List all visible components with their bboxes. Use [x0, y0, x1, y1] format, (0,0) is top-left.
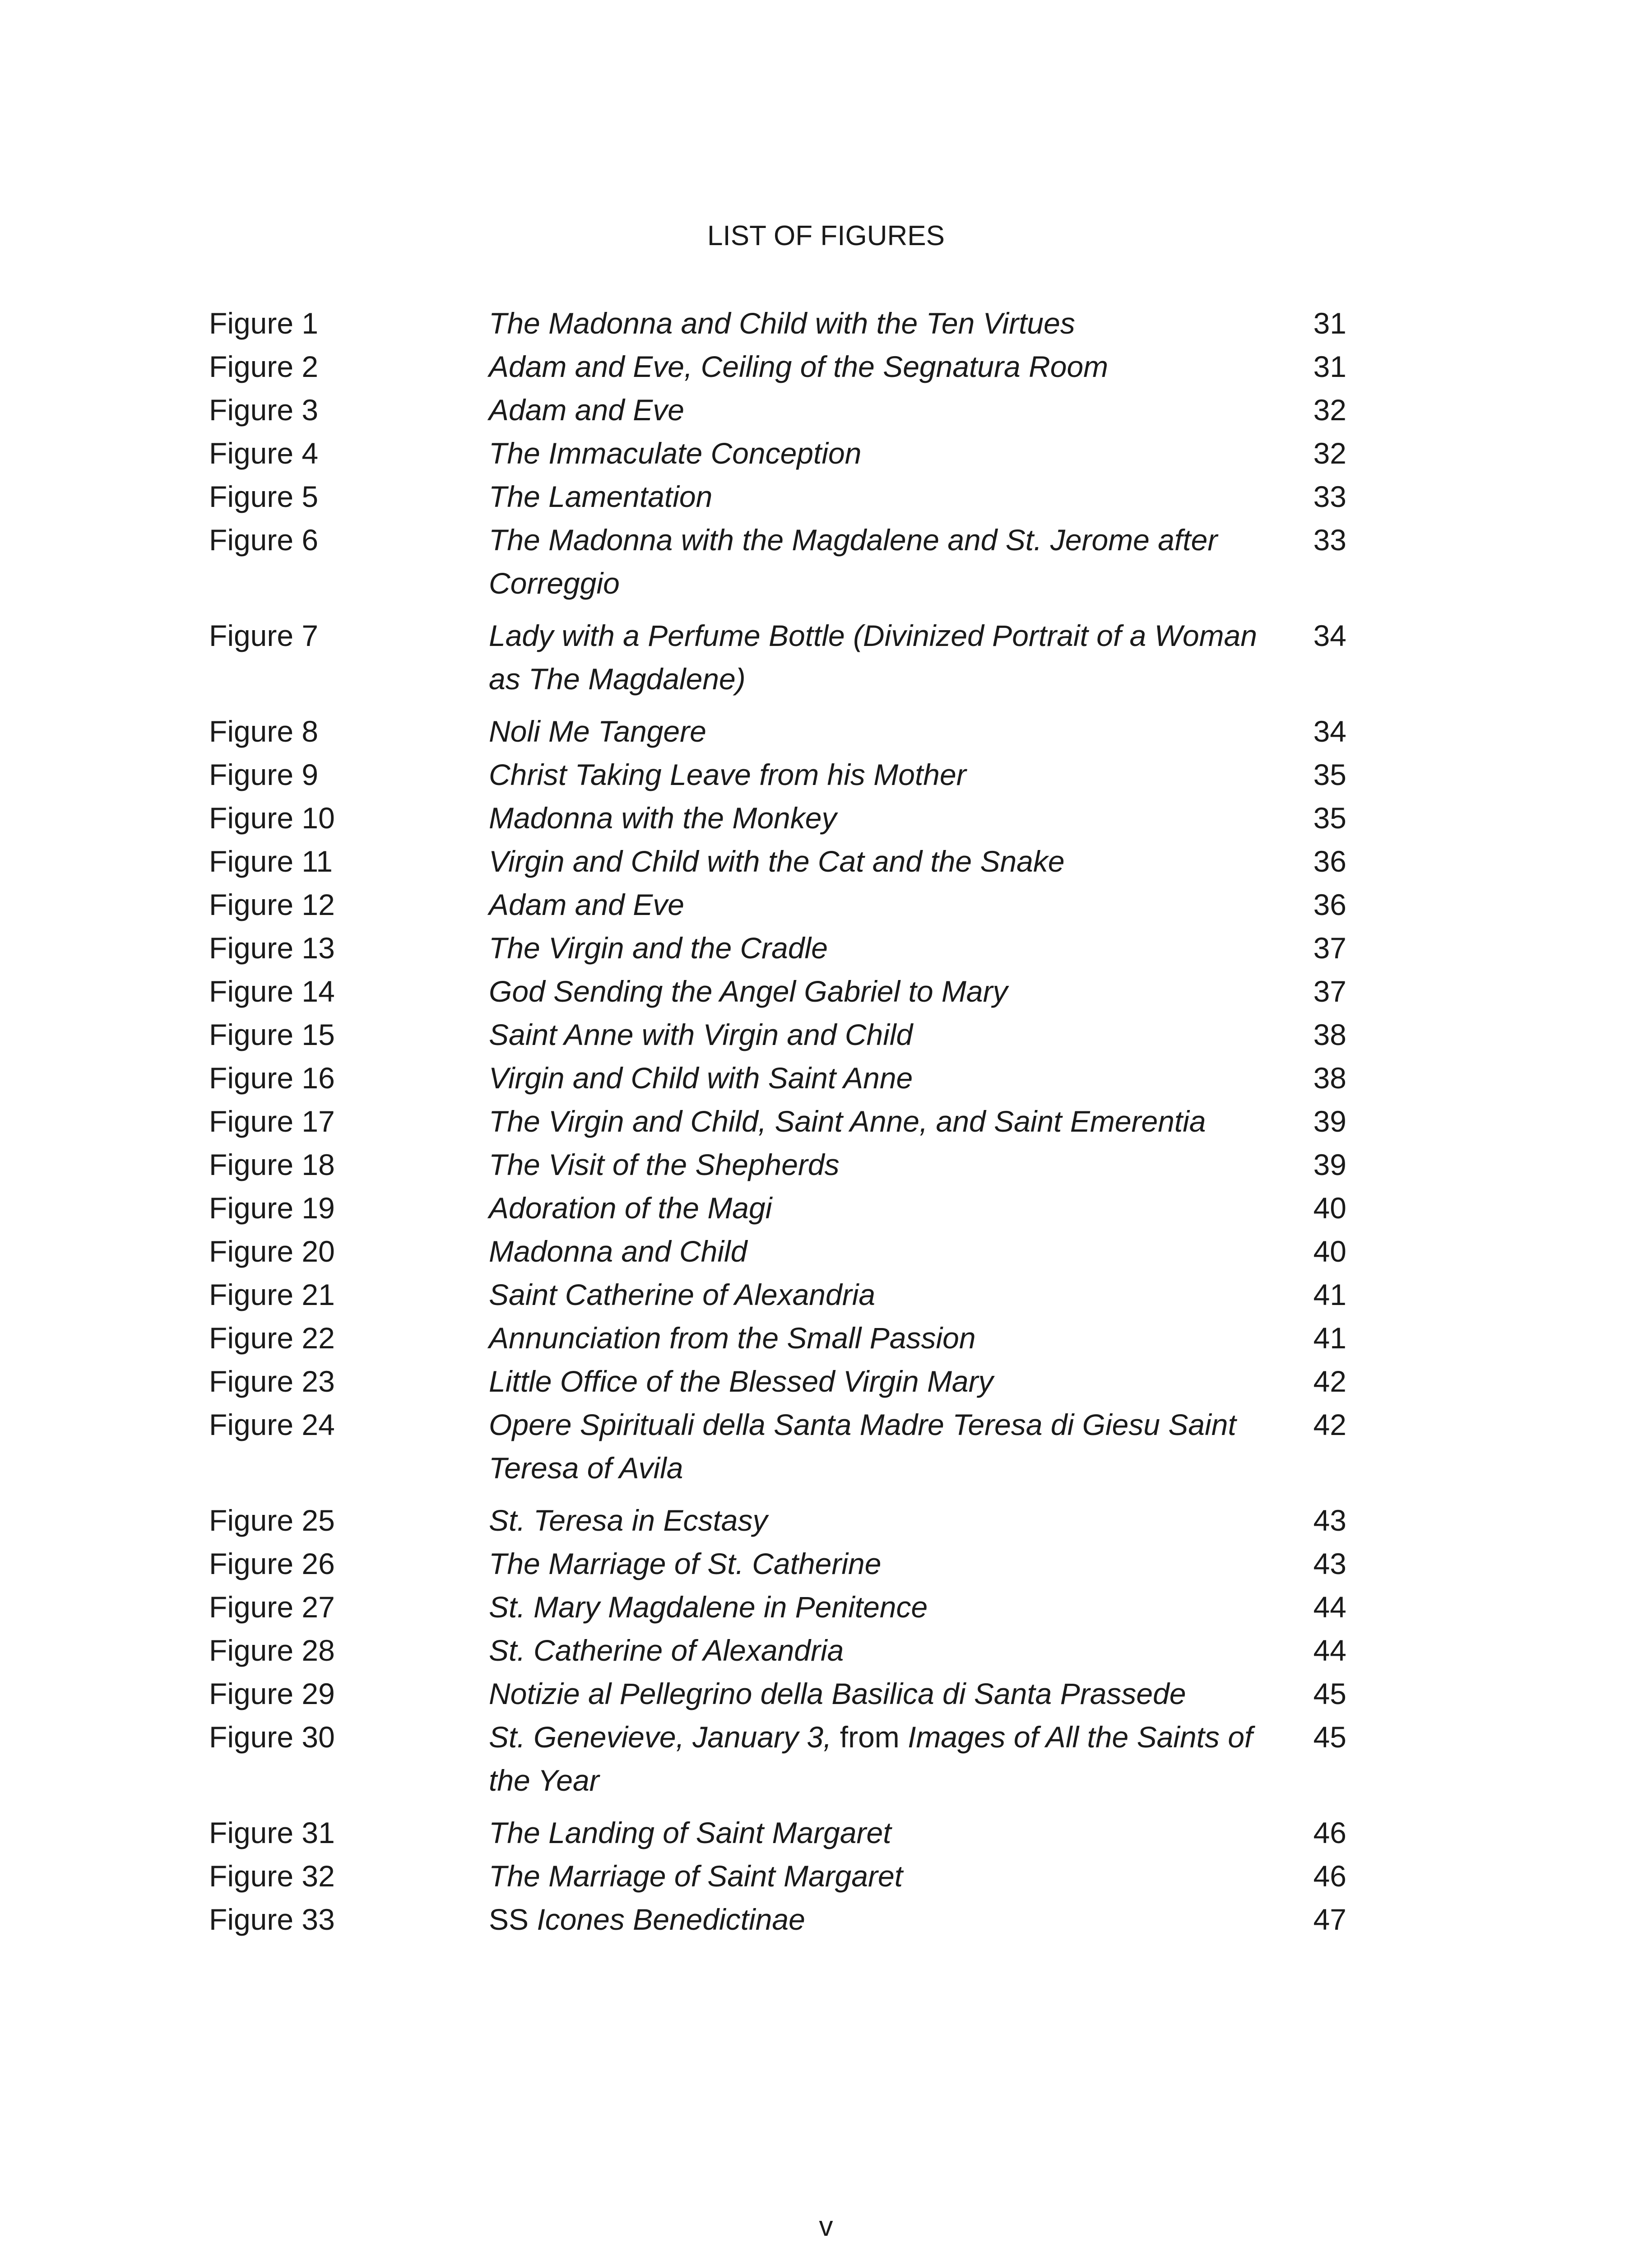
figure-title: St. Catherine of Alexandria: [489, 1634, 844, 1667]
figure-entry: [209, 753, 1346, 796]
figure-label: Figure 32: [209, 1859, 335, 1893]
figure-entry: [209, 345, 1346, 388]
figure-title: The Landing of Saint Margaret: [489, 1816, 891, 1849]
figure-entry: [209, 1273, 1346, 1316]
figure-title-part: SS: [489, 1903, 537, 1936]
figure-title: Noli Me Tangere: [489, 715, 706, 748]
figure-label: Figure 26: [209, 1547, 335, 1580]
figure-label: Figure 14: [209, 975, 335, 1008]
figure-title: The Madonna and Child with the Ten Virtues: [489, 307, 1075, 340]
figure-title: Saint Catherine of Alexandria: [489, 1278, 876, 1311]
figure-label: Figure 10: [209, 801, 335, 835]
figure-label: Figure 2: [209, 350, 319, 383]
figure-page-number: 45: [1313, 1677, 1346, 1710]
figure-title: Adam and Eve, Ceiling of the Segnatura Room: [489, 350, 1109, 383]
figure-label: Figure 7: [209, 619, 319, 652]
figure-label: Figure 8: [209, 715, 319, 748]
figure-page-number: 45: [1313, 1720, 1346, 1754]
figure-page-number: 47: [1313, 1903, 1346, 1936]
figure-title: Madonna with the Monkey: [489, 801, 837, 835]
figure-label: Figure 25: [209, 1504, 335, 1537]
figure-page-number: 39: [1313, 1105, 1346, 1138]
figure-title: The Immaculate Conception: [489, 437, 862, 470]
figure-entry: [209, 1629, 1346, 1672]
figure-page-number: 46: [1313, 1816, 1346, 1849]
figure-entry: [209, 1230, 1346, 1273]
figure-entry: [209, 883, 1346, 926]
figure-page-number: 35: [1313, 801, 1346, 835]
figure-entry: [209, 432, 1346, 475]
figure-label: Figure 33: [209, 1903, 335, 1936]
figure-page-number: 42: [1313, 1408, 1346, 1441]
figure-entry: [209, 1100, 1346, 1143]
figure-page-number: 36: [1313, 845, 1346, 878]
figure-title: Saint Anne with Virgin and Child: [489, 1018, 913, 1051]
figure-label: Figure 19: [209, 1191, 335, 1225]
figure-page-number: 41: [1313, 1321, 1346, 1355]
figure-page-number: 40: [1313, 1235, 1346, 1268]
figure-entry: [209, 1585, 1346, 1629]
figure-label: Figure 27: [209, 1590, 335, 1624]
figure-page-number: 36: [1313, 888, 1346, 921]
page-number: v: [819, 2211, 833, 2242]
figure-entry: [209, 926, 1346, 970]
figure-title: Adam and Eve: [489, 393, 684, 427]
figure-page-number: 44: [1313, 1634, 1346, 1667]
figure-title: Adoration of the Magi: [489, 1191, 772, 1225]
figure-page-number: 46: [1313, 1859, 1346, 1893]
figure-page-number: 31: [1313, 350, 1346, 383]
figure-page-number: 32: [1313, 437, 1346, 470]
figure-label: Figure 6: [209, 523, 319, 557]
figure-page-number: 41: [1313, 1278, 1346, 1311]
figure-entry: [209, 614, 1346, 701]
figure-entry: [209, 1715, 1346, 1802]
figure-page-number: 33: [1313, 480, 1346, 513]
figure-title-part: Images of All the Saints of the Year: [489, 1720, 1253, 1797]
figure-entry: [209, 1672, 1346, 1715]
figure-entry: [209, 1542, 1346, 1585]
figure-title: The Marriage of Saint Margaret: [489, 1859, 903, 1893]
figure-title: The Lamentation: [489, 480, 713, 513]
figure-title: The Madonna with the Magdalene and St. Jerome after Correggio: [489, 523, 1218, 600]
figure-title: Lady with a Perfume Bottle (Divinized Portrait of a Woman as The Magdalene): [489, 619, 1258, 696]
figure-title: Virgin and Child with the Cat and the Snake: [489, 845, 1065, 878]
figure-entry: [209, 475, 1346, 518]
figure-label: Figure 23: [209, 1365, 335, 1398]
figure-entry: [209, 840, 1346, 883]
figure-page-number: 38: [1313, 1018, 1346, 1051]
figure-entry: [209, 710, 1346, 753]
figure-title: St. Mary Magdalene in Penitence: [489, 1590, 928, 1624]
figure-title: Annunciation from the Small Passion: [489, 1321, 976, 1355]
figure-label: Figure 15: [209, 1018, 335, 1051]
figure-title-part: Icones Benedictinae: [537, 1903, 805, 1936]
figure-entry: [209, 302, 1346, 345]
figure-entry: [209, 388, 1346, 432]
figure-page-number: 43: [1313, 1547, 1346, 1580]
figure-label: Figure 20: [209, 1235, 335, 1268]
figure-label: Figure 21: [209, 1278, 335, 1311]
figure-list: [209, 302, 1346, 1941]
figure-entry: [209, 970, 1346, 1013]
figure-entry: [209, 1360, 1346, 1403]
figure-title: [489, 1715, 1265, 1802]
figure-title: [489, 1898, 1265, 1941]
figure-label: Figure 5: [209, 480, 319, 513]
figure-page-number: 39: [1313, 1148, 1346, 1181]
figure-page-number: 32: [1313, 393, 1346, 427]
figure-label: Figure 22: [209, 1321, 335, 1355]
figure-label: Figure 24: [209, 1408, 335, 1441]
figure-title: Adam and Eve: [489, 888, 684, 921]
figure-page-number: 33: [1313, 523, 1346, 557]
figure-page-number: 38: [1313, 1061, 1346, 1095]
figure-label: Figure 16: [209, 1061, 335, 1095]
figure-entry: [209, 796, 1346, 840]
figure-entry: [209, 1898, 1346, 1941]
figure-title: The Marriage of St. Catherine: [489, 1547, 882, 1580]
figure-title: Virgin and Child with Saint Anne: [489, 1061, 913, 1095]
figure-label: Figure 9: [209, 758, 319, 791]
figure-entry: [209, 1403, 1346, 1490]
figure-label: Figure 11: [209, 845, 333, 878]
figure-label: Figure 12: [209, 888, 335, 921]
figure-page-number: 44: [1313, 1590, 1346, 1624]
figure-title: Notizie al Pellegrino della Basilica di Santa Prassede: [489, 1677, 1186, 1710]
figure-label: Figure 4: [209, 437, 319, 470]
figure-entry: [209, 1316, 1346, 1360]
figure-page-number: 40: [1313, 1191, 1346, 1225]
figure-entry: [209, 1499, 1346, 1542]
figure-title-part: from: [831, 1720, 908, 1754]
figure-title: The Virgin and the Cradle: [489, 931, 828, 965]
figure-page-number: 35: [1313, 758, 1346, 791]
figure-title: St. Teresa in Ecstasy: [489, 1504, 768, 1537]
figure-page-number: 34: [1313, 619, 1346, 652]
figure-page-number: 42: [1313, 1365, 1346, 1398]
figure-entry: [209, 1854, 1346, 1898]
figure-title: Opere Spirituali della Santa Madre Teresa di Giesu Saint Teresa of Avila: [489, 1408, 1236, 1485]
figure-label: Figure 29: [209, 1677, 335, 1710]
figure-title-part: St. Genevieve, January 3,: [489, 1720, 832, 1754]
figure-title: Christ Taking Leave from his Mother: [489, 758, 966, 791]
figure-title: The Virgin and Child, Saint Anne, and Saint Emerentia: [489, 1105, 1206, 1138]
figure-title: God Sending the Angel Gabriel to Mary: [489, 975, 1008, 1008]
figure-entry: [209, 1056, 1346, 1100]
figure-page-number: 34: [1313, 715, 1346, 748]
figure-entry: [209, 1186, 1346, 1230]
figure-label: Figure 1: [209, 307, 319, 340]
figure-title: The Visit of the Shepherds: [489, 1148, 840, 1181]
page-heading: LIST OF FIGURES: [707, 220, 945, 251]
figure-page-number: 43: [1313, 1504, 1346, 1537]
figure-entry: [209, 1811, 1346, 1854]
figure-label: Figure 17: [209, 1105, 335, 1138]
figure-label: Figure 28: [209, 1634, 335, 1667]
figure-page-number: 31: [1313, 307, 1346, 340]
figure-label: Figure 30: [209, 1720, 335, 1754]
figure-label: Figure 31: [209, 1816, 335, 1849]
figure-title: Little Office of the Blessed Virgin Mary: [489, 1365, 993, 1398]
figure-entry: [209, 1143, 1346, 1186]
figure-entry: [209, 518, 1346, 605]
figure-label: Figure 13: [209, 931, 335, 965]
figure-label: Figure 18: [209, 1148, 335, 1181]
figure-page-number: 37: [1313, 975, 1346, 1008]
figure-title: Madonna and Child: [489, 1235, 747, 1268]
figure-entry: [209, 1013, 1346, 1056]
figure-page-number: 37: [1313, 931, 1346, 965]
figure-label: Figure 3: [209, 393, 319, 427]
